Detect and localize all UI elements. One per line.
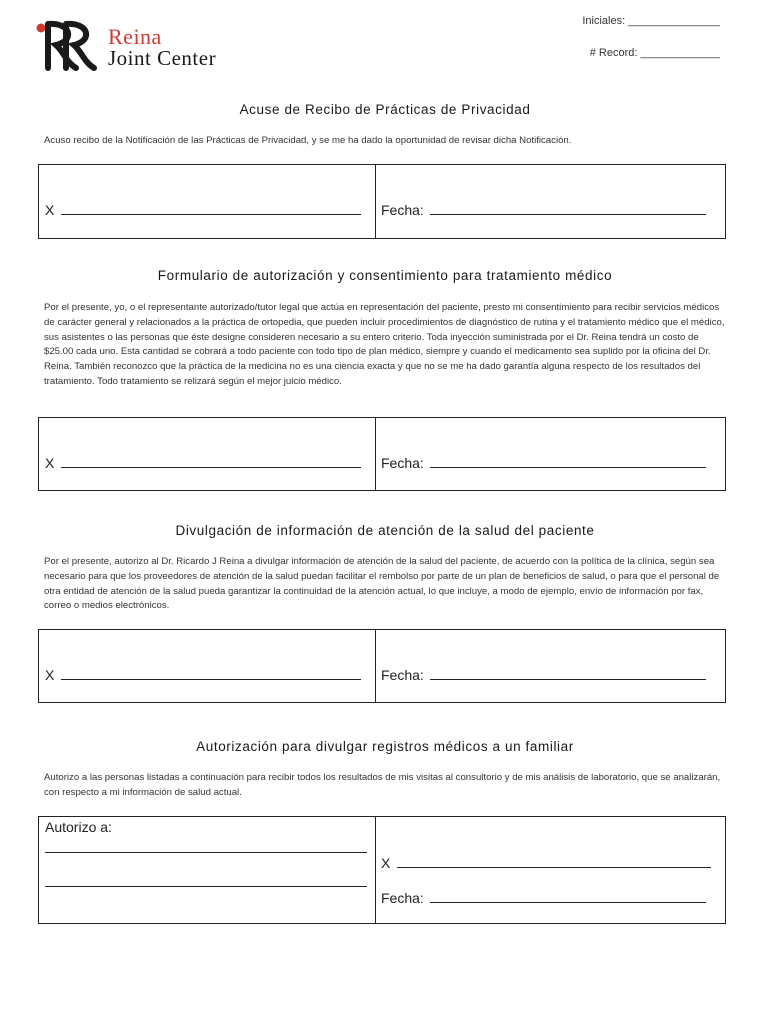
logo-mark-icon	[34, 18, 104, 74]
authorized-person-field[interactable]	[45, 840, 367, 856]
signature-box-divider	[375, 817, 376, 923]
section-title-consent: Formulario de autorización y consentimiento para tratamiento médico	[157, 268, 613, 283]
initials-field[interactable]: Iniciales: _______________	[582, 15, 720, 27]
signature-box-consent	[38, 417, 726, 491]
signature-mark: X	[381, 855, 391, 871]
signature-mark: X	[45, 455, 55, 471]
record-field[interactable]: # Record: _____________	[589, 47, 720, 59]
date-field[interactable]	[381, 667, 706, 683]
date-label: Fecha:	[381, 455, 424, 471]
logo-name-line1: Reina	[108, 24, 162, 49]
signature-field[interactable]	[381, 855, 711, 871]
authorized-person-line[interactable]	[45, 874, 367, 887]
section-body-privacy: Acuso recibo de la Notificación de las Prácticas de Privacidad, y se me ha dado la oportunidad de revisar dicha Notificación.	[44, 135, 572, 146]
signature-line[interactable]	[61, 202, 361, 215]
authorized-label: Autorizo a:	[45, 819, 112, 835]
reina-logo	[34, 18, 284, 74]
date-label: Fecha:	[381, 202, 424, 218]
signature-mark: X	[45, 202, 55, 218]
date-label: Fecha:	[381, 667, 424, 683]
signature-box-divider	[375, 630, 376, 702]
date-line[interactable]	[430, 202, 706, 215]
signature-box-divider	[375, 418, 376, 490]
signature-box-privacy	[38, 164, 726, 239]
date-line[interactable]	[430, 455, 706, 468]
signature-field[interactable]	[45, 202, 361, 218]
signature-box-divider	[375, 165, 376, 238]
signature-line[interactable]	[61, 667, 361, 680]
section-title-disclosure: Divulgación de información de atención de la salud del paciente	[175, 523, 595, 538]
date-label: Fecha:	[381, 890, 424, 906]
section-body-family-release: Autorizo a las personas listadas a continuación para recibir todos los resultados de mis visitas al consultorio y de mis análisis de laboratorio, que se analizarán, con respecto a mi información de salud actual.	[44, 772, 721, 798]
signature-field[interactable]	[45, 667, 361, 683]
signature-line[interactable]	[397, 855, 711, 868]
date-line[interactable]	[430, 890, 706, 903]
section-body-consent: Por el presente, yo, o el representante autorizado/tutor legal que actúa en representación del paciente, presto mi consentimiento para recibir servicios médicos de carácter general y relacionados a la práctica de ortopedia, que pueden incluir procedimientos de diagnóstico de rutina y el tratamiento médico que el médico, sus asistentes o las personas que éste designe consideren necesario a su entero criterio. Toda inyección suministrada por el Dr. Reina tendrá un costo de $25.00 cada uno. Esta cantidad se cobrará a todo paciente con todo tipo de plan médico, siempre y cuando el medicamento sea suplido por la oficina del Dr. Reina. También reconozco que la práctica de la medicina no es una ciencia exacta y que no se me ha dado garantía alguna respecto de los resultados del tratamiento. Todo tratamiento se relizará según el mejor juicio médico.	[44, 302, 725, 387]
signature-line[interactable]	[61, 455, 361, 468]
authorized-person-field[interactable]	[45, 874, 367, 890]
signature-box-family-release	[38, 816, 726, 924]
section-title-privacy: Acuse de Recibo de Prácticas de Privacidad	[239, 102, 531, 117]
date-field[interactable]	[381, 890, 706, 906]
date-field[interactable]	[381, 202, 706, 218]
logo-name-line2: Joint Center	[108, 46, 217, 70]
date-line[interactable]	[430, 667, 706, 680]
date-field[interactable]	[381, 455, 706, 471]
authorized-person-line[interactable]	[45, 840, 367, 853]
section-body-disclosure: Por el presente, autorizo al Dr. Ricardo J Reina a divulgar información de atención de la salud del paciente, de acuerdo con la política de la clínica, según sea necesario para que los proveedores de atención de la salud puedan facilitar el rembolso por parte de un plan de beneficios de salud, o para que el personal de otra entidad de atención de la salud pueda garantizar la continuidad de la atención actual, lo que incluye, a modo de ejemplo, envío de información por fax, correo o medios electrónicos.	[44, 556, 720, 612]
signature-box-disclosure	[38, 629, 726, 703]
signature-field[interactable]	[45, 455, 361, 471]
section-title-family-release: Autorización para divulgar registros médicos a un familiar	[196, 739, 574, 754]
signature-mark: X	[45, 667, 55, 683]
